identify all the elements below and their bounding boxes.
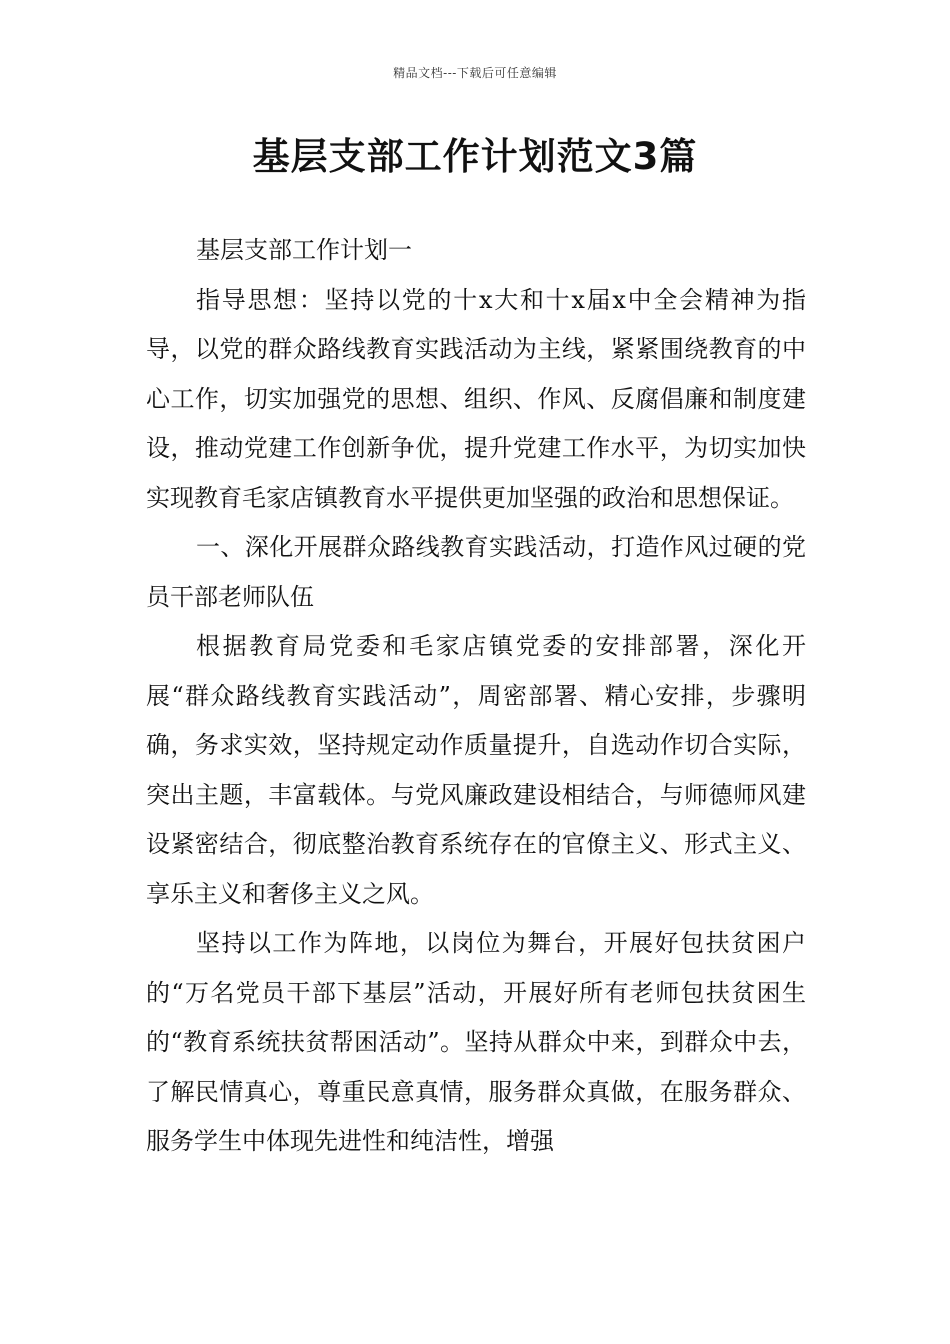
document-title: 基层支部工作计划范文3篇	[252, 135, 698, 178]
paragraph-deepen-activities: 根据教育局党委和毛家店镇党委的安排部署，深化开展“群众路线教育实践活动”，周密部署、精心安排，步骤明确，务求实效，坚持规定动作质量提升，自选动作切合实际，突出主题，丰富载体。与党风廉政建设相结合，与师德师风建设紧密结合，彻底整治教育系统存在的官僚主义、形式主义、享乐主义和奢侈主义之风。	[146, 632, 806, 908]
page-header-note: 精品文档---下载后可任意编辑	[393, 66, 557, 80]
paragraph-guiding-ideology: 指导思想：坚持以党的十x大和十x届x中全会精神为指导，以党的群众路线教育实践活动为主线，紧紧围绕教育的中心工作，切实加强党的思想、组织、作风、反腐倡廉和制度建设，推动党建工作创新争优，提升党建工作水平，为切实加快实现教育毛家店镇教育水平提供更加坚强的政治和思想保证。	[146, 285, 806, 512]
paragraph-section-one-heading: 一、深化开展群众路线教育实践活动，打造作风过硬的党员干部老师队伍	[146, 533, 806, 611]
paragraph-work-as-position: 坚持以工作为阵地，以岗位为舞台，开展好包扶贫困户的“万名党员干部下基层”活动，开展好所有老师包扶贫困生的“教育系统扶贫帮困活动”。坚持从群众中来，到群众中去，了解民情真心，尊重民意真情，服务群众真做，在服务群众、服务学生中体现先进性和纯洁性，增强	[146, 929, 806, 1155]
document-body	[146, 226, 806, 1167]
section-heading: 基层支部工作计划一	[196, 236, 412, 264]
